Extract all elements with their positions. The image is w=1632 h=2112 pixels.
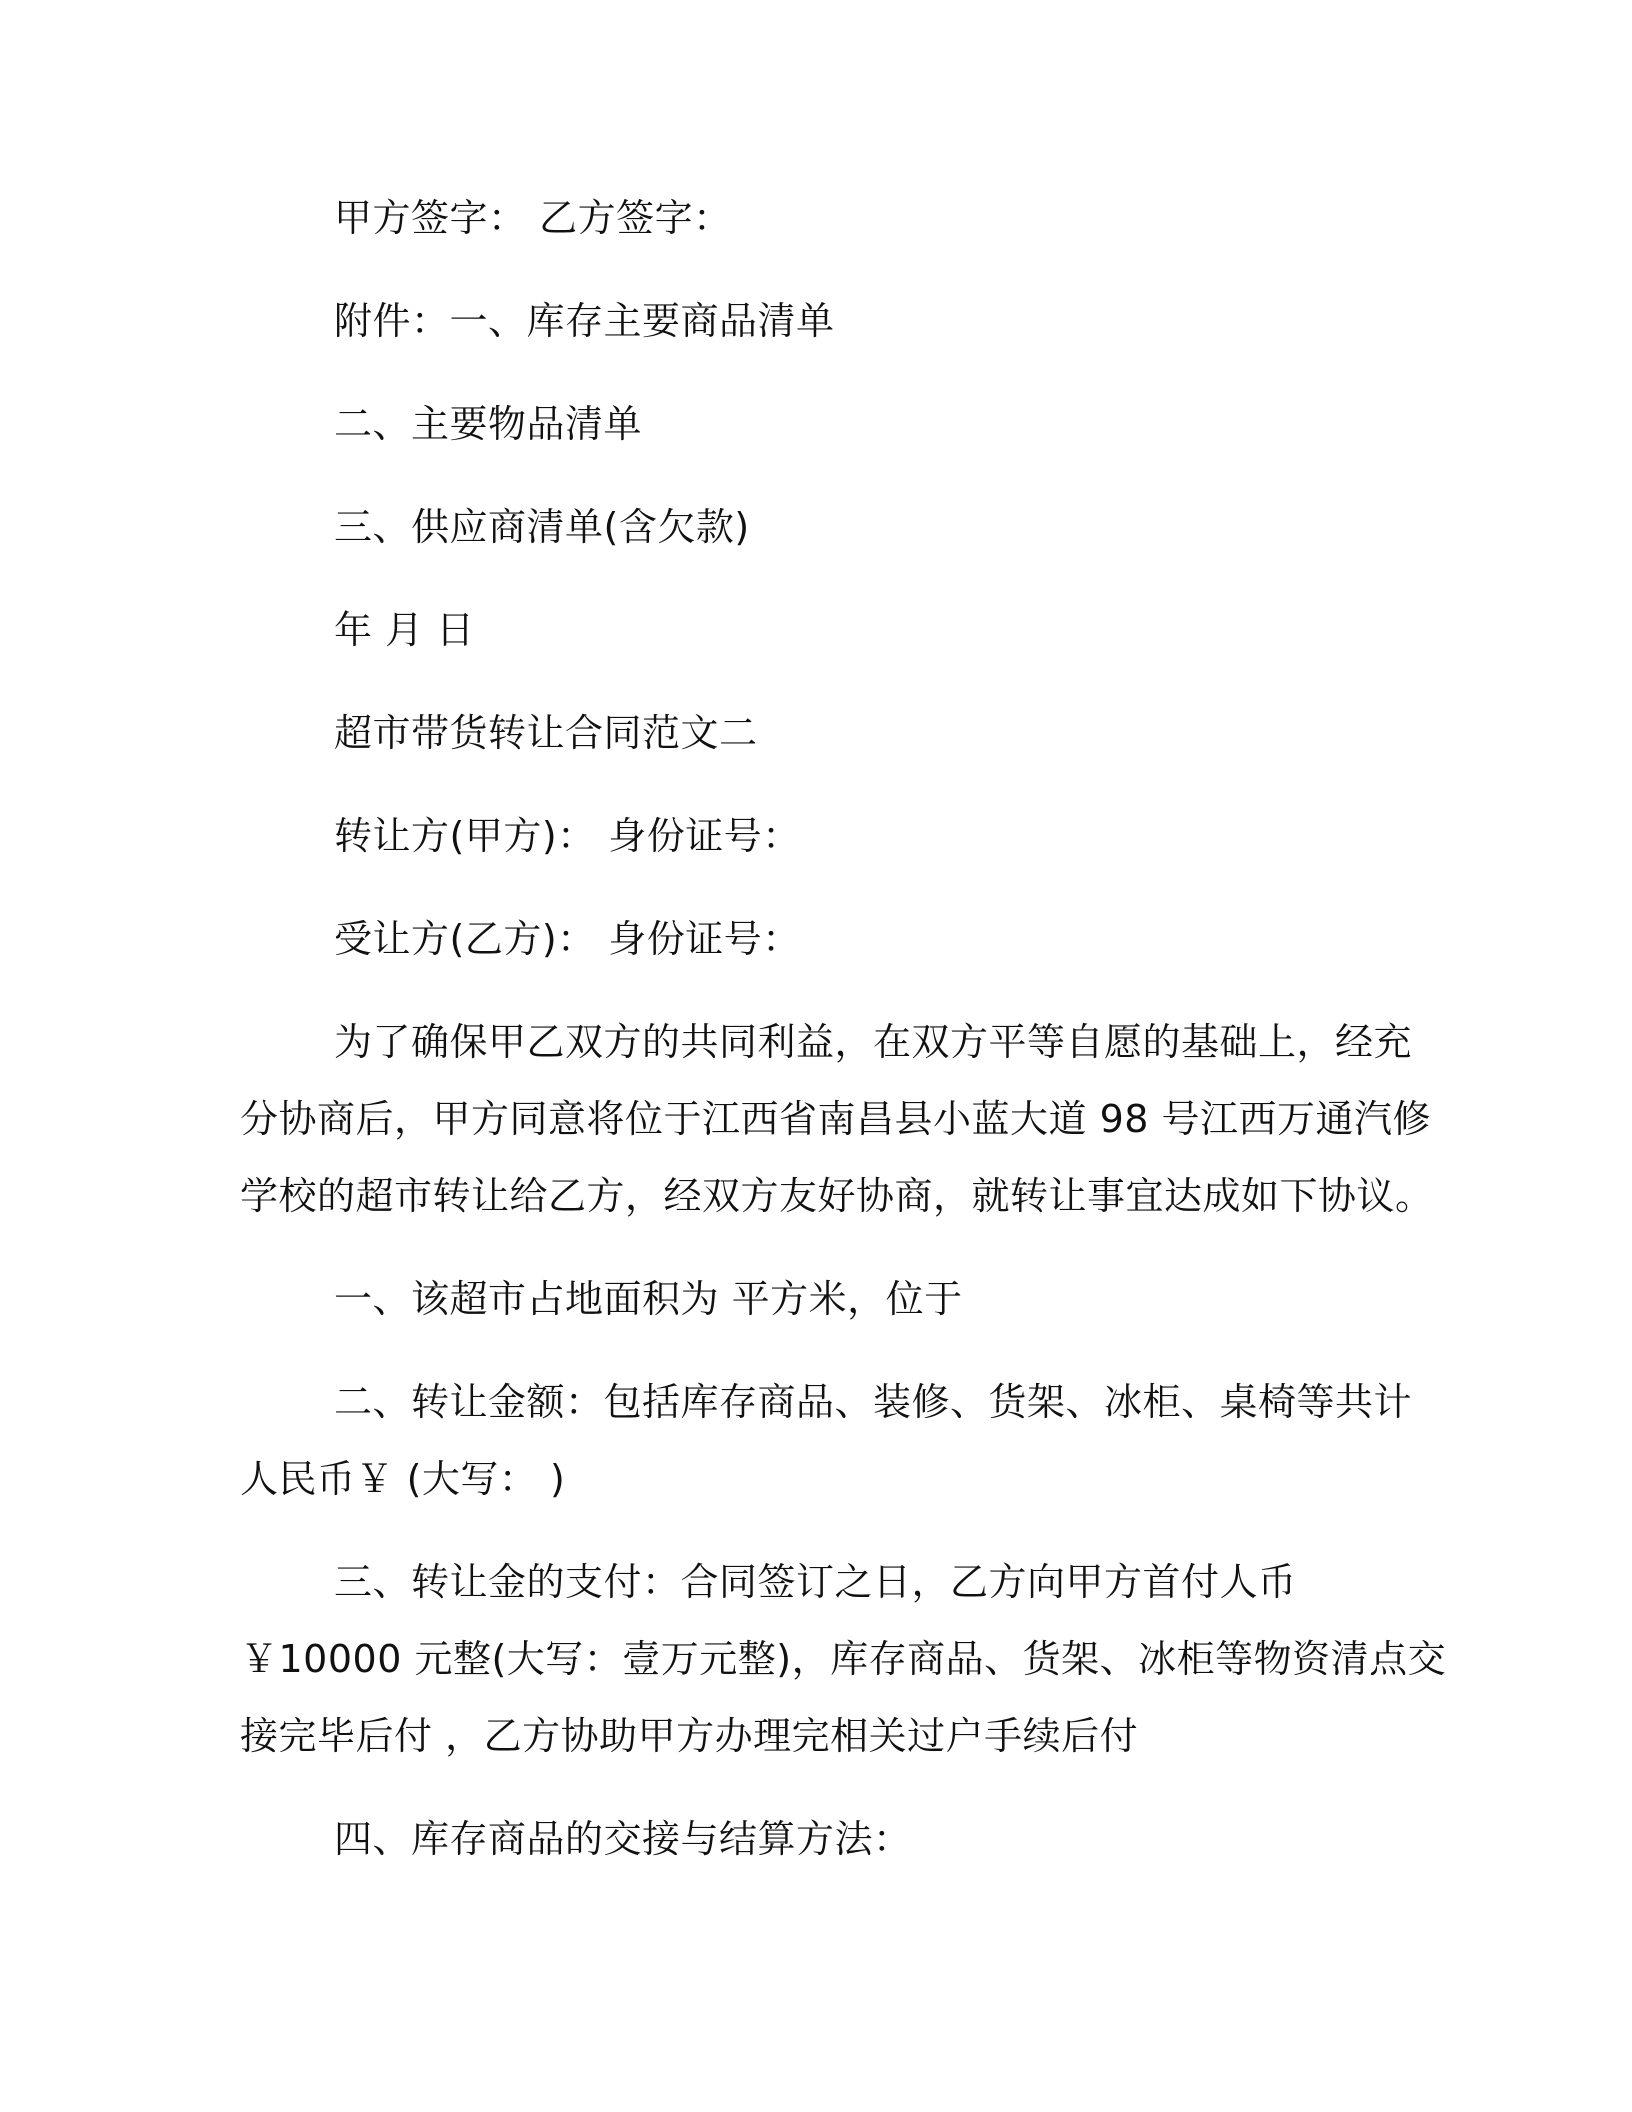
- clause-1: 一、该超市占地面积为 平方米，位于: [334, 1277, 963, 1321]
- clause-3-line-3: 接完毕后付 ，乙方协助甲方办理完相关过户手续后付: [240, 1714, 1139, 1758]
- intro-paragraph-line-2: 分协商后，甲方同意将位于江西省南昌县小蓝大道 98 号江西万通汽修: [240, 1097, 1432, 1141]
- clause-2-line-1: 二、转让金额：包括库存商品、装修、货架、冰柜、桌椅等共计: [334, 1380, 1413, 1424]
- clause-2-line-2: 人民币￥ (大写： ): [240, 1457, 566, 1501]
- attachment-line-1: 附件：一、库存主要商品清单: [334, 299, 835, 343]
- intro-paragraph-line-3: 学校的超市转让给乙方，经双方友好协商，就转让事宜达成如下协议。: [240, 1174, 1434, 1218]
- clause-3-line-2: ￥10000 元整(大写：壹万元整)，库存商品、货架、冰柜等物资清点交: [240, 1637, 1447, 1681]
- clause-4: 四、库存商品的交接与结算方法：: [334, 1817, 912, 1861]
- date-line: 年 月 日: [334, 608, 475, 652]
- clause-3-line-1: 三、转让金的支付：合同签订之日，乙方向甲方首付人币: [334, 1560, 1297, 1604]
- attachment-line-3: 三、供应商清单(含欠款): [334, 505, 750, 549]
- transferee-line: 受让方(乙方)： 身份证号：: [334, 917, 801, 961]
- signature-line: 甲方签字： 乙方签字：: [334, 196, 732, 240]
- transferor-line: 转让方(甲方)： 身份证号：: [334, 814, 801, 858]
- attachment-line-2: 二、主要物品清单: [334, 402, 643, 446]
- intro-paragraph-line-1: 为了确保甲乙双方的共同利益，在双方平等自愿的基础上，经充: [334, 1020, 1413, 1064]
- document-title: 超市带货转让合同范文二: [334, 711, 758, 755]
